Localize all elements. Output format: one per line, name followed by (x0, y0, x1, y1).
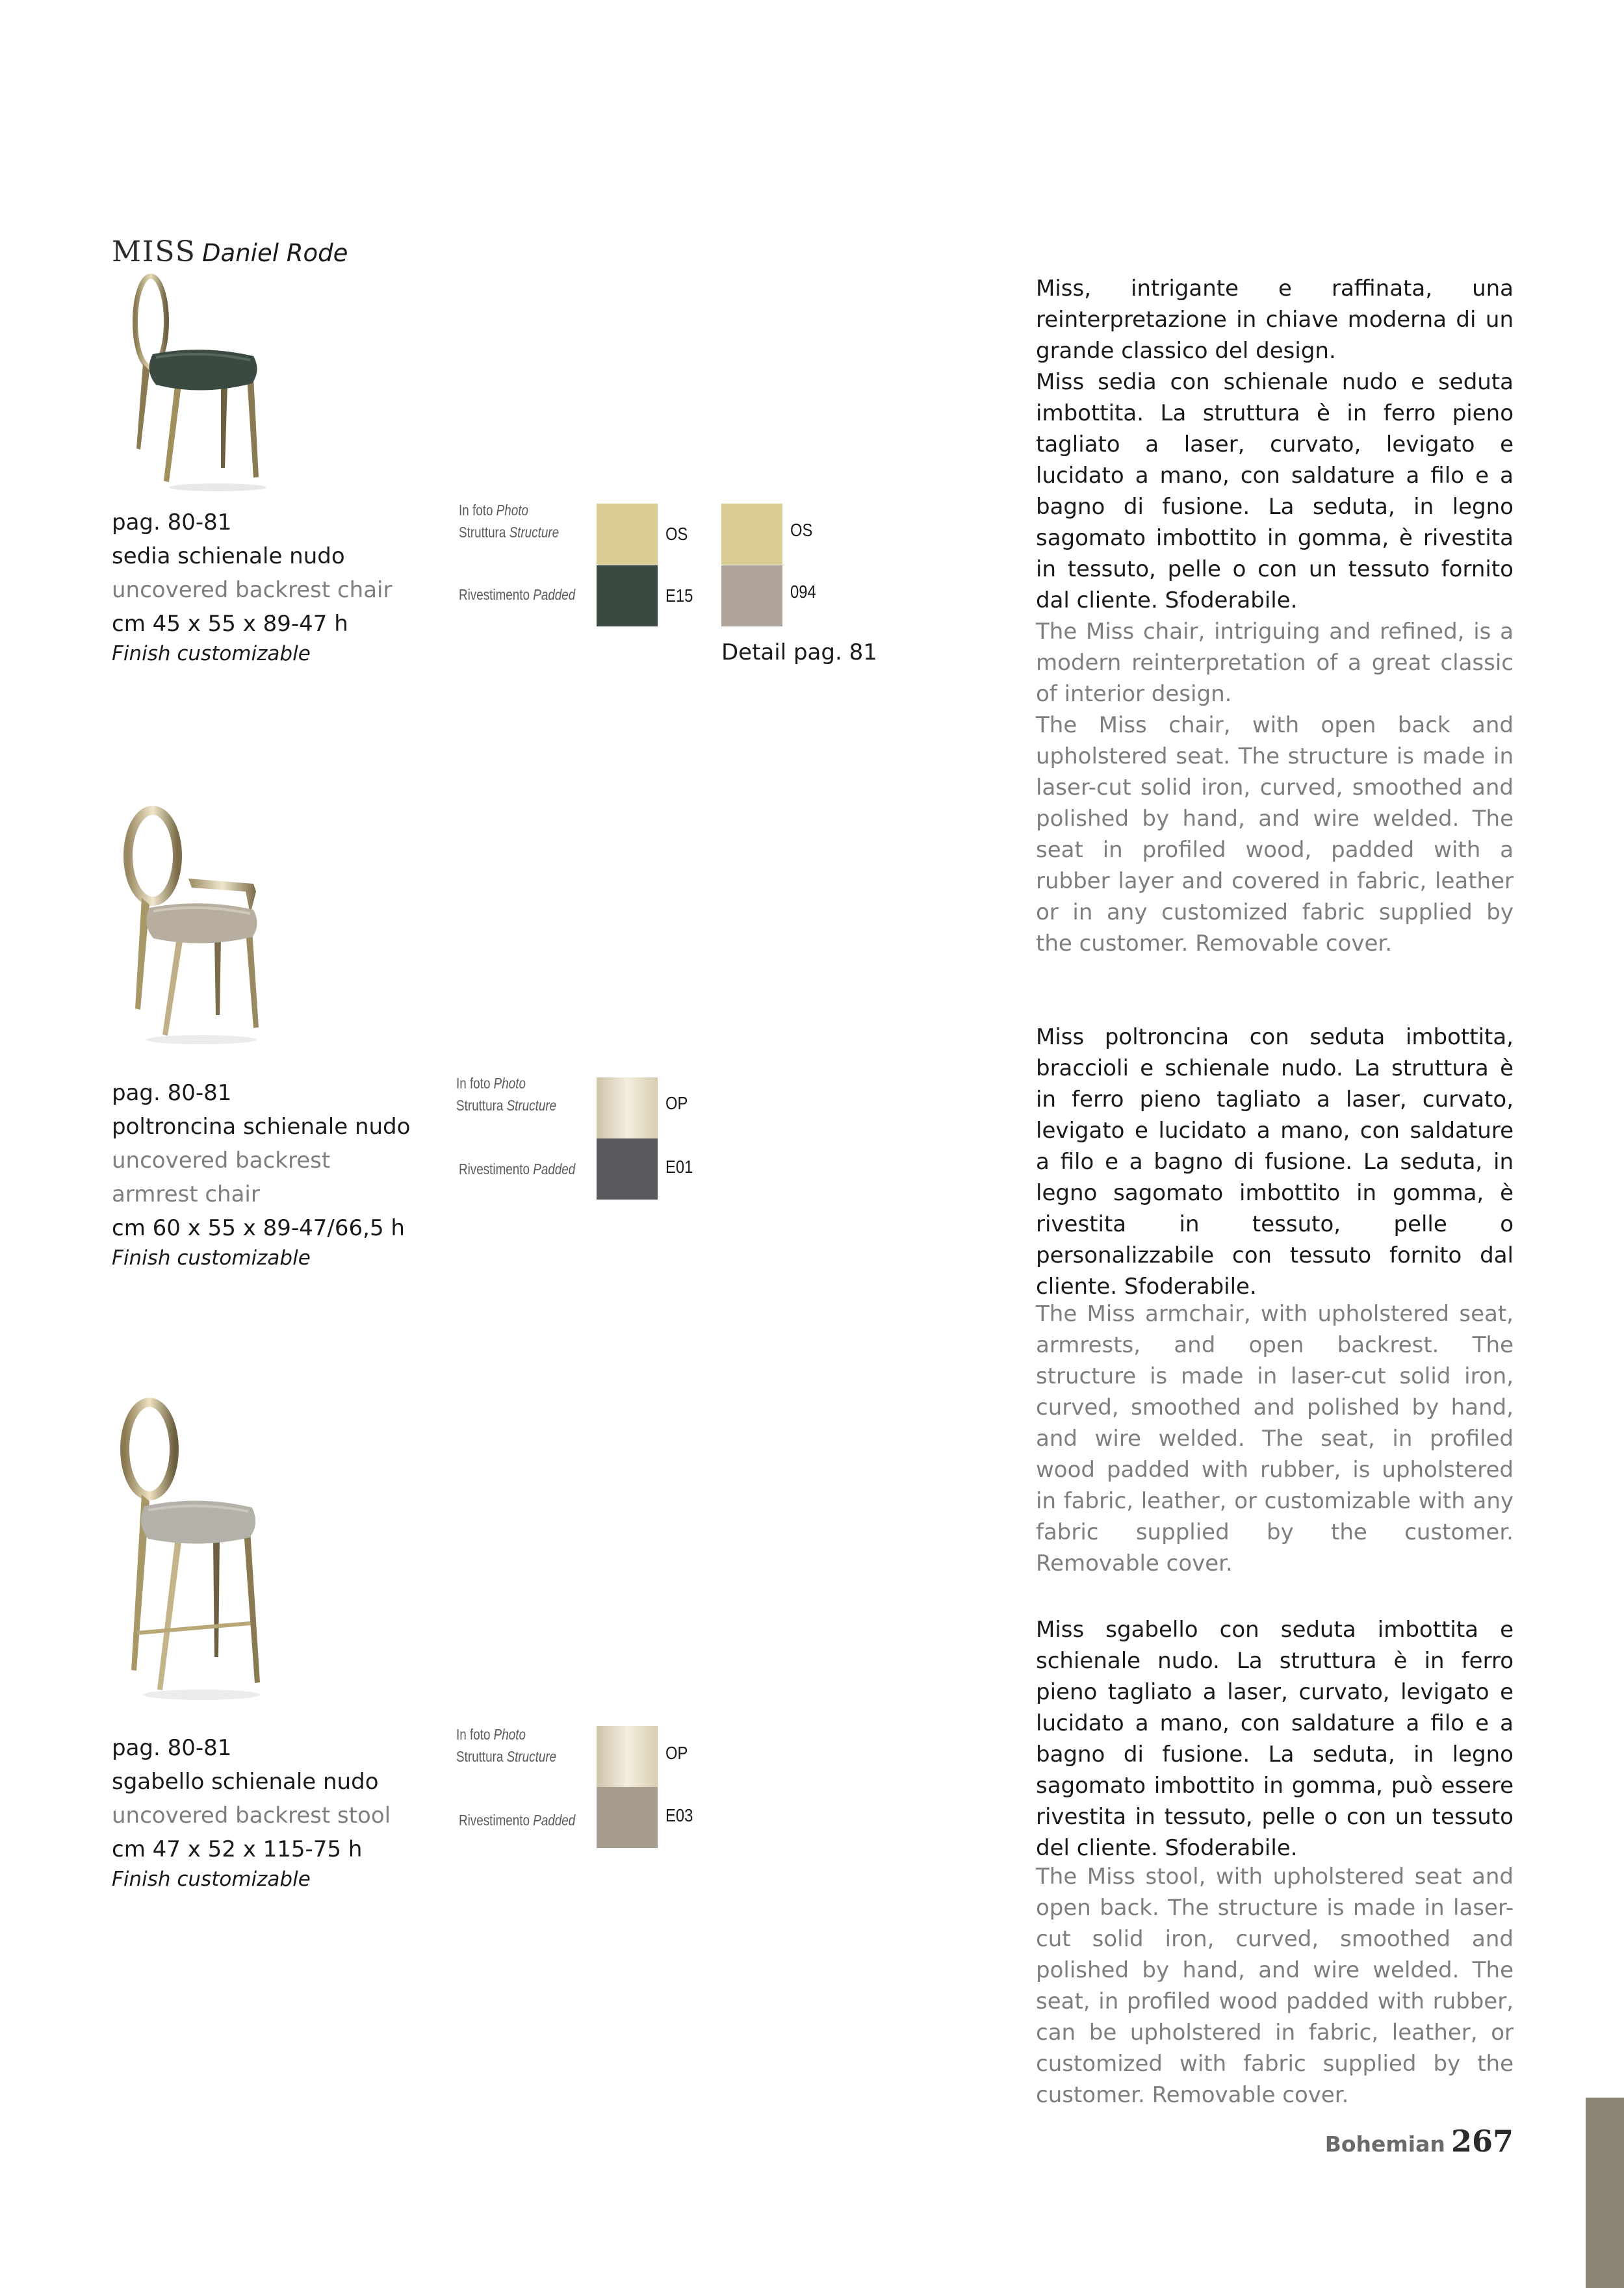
product-name-en: uncovered backrest stool (112, 1803, 391, 1829)
padded-code: E01 (665, 1157, 693, 1177)
description-chair-it: Miss, intrigante e raffinata, una reinterpretazione in chiave moderna di un grande classico del design. Miss sedia con schienale nudo e seduta imbottita. La struttura è in ferro pieno tagliato a laser, curvato, levigato e lucidato a mano, con saldature a filo e a bagno di fusione. La seduta, in legno sagomato imbottito in gomma, è rivestita in tessuto, pelle o con un tessuto fornito dal cliente. Sfoderabile. (1036, 276, 1514, 613)
page-ref: pag. 80-81 (112, 1080, 232, 1106)
structure-swatch (597, 504, 658, 565)
product-name-en: uncovered backrest armrest chair (112, 1148, 331, 1207)
padded-swatch (597, 1787, 658, 1848)
alt-padded-code: 094 (790, 582, 816, 602)
collection-name: Bohemian (1324, 2131, 1445, 2157)
product-dimensions: cm 60 x 55 x 89-47/66,5 h (112, 1215, 405, 1241)
chair-image (123, 273, 273, 494)
product-name-en: uncovered backrest chair (112, 577, 393, 603)
page-ref: pag. 80-81 (112, 1735, 232, 1761)
padded-swatch (597, 1138, 658, 1200)
description-armchair-it: Miss poltroncina con seduta imbottita, braccioli e schienale nudo. La struttura è in ferro pieno tagliato a laser, curvato, levigato e lucidato a mano, con saldature a filo e a bagno di fusione. La seduta, in legno sagomato imbottito in gomma, è rivestita in tessuto, pelle o personalizzabile con tessuto fornito dal cliente. Sfoderabile. (1036, 1024, 1514, 1300)
designer-name: Daniel Rode (202, 239, 348, 267)
padded-code: E03 (665, 1805, 693, 1825)
product-name-it: sedia schienale nudo (112, 543, 345, 569)
structure-code: OP (665, 1743, 688, 1763)
product-info-armchair (112, 1076, 450, 1271)
finish-label-padded: Rivestimento Padded (459, 1161, 576, 1177)
finish-note: Finish customizable (112, 1868, 311, 1891)
structure-swatch (597, 1726, 658, 1787)
description-stool-it: Miss sgabello con seduta imbottita e schienale nudo. La struttura è in ferro pieno tagliato a laser, curvato, levigato e lucidato a mano, con saldature a filo e a bagno di fusione. La seduta, in legno sagomato imbottito in gomma, può essere rivestita in tessuto, pelle o con un tessuto del cliente. Sfoderabile. (1036, 1617, 1514, 1861)
padded-code: E15 (665, 585, 693, 606)
finish-note: Finish customizable (112, 1246, 311, 1270)
structure-code: OS (665, 524, 688, 544)
product-heading (112, 235, 348, 268)
finish-label-structure: In foto Photo Struttura Structure (456, 1726, 557, 1765)
product-dimensions: cm 45 x 55 x 89-47 h (112, 611, 348, 637)
section-tab (1586, 2098, 1624, 2288)
finish-label-structure: In foto Photo Struttura Structure (456, 1075, 557, 1114)
product-info-chair (112, 506, 450, 667)
alt-padded-swatch (721, 565, 782, 626)
structure-swatch (597, 1077, 658, 1138)
finish-label-padded: Rivestimento Padded (459, 1812, 576, 1829)
finish-label-padded: Rivestimento Padded (459, 586, 576, 603)
structure-code: OP (665, 1093, 688, 1113)
armchair-image (117, 801, 273, 1048)
padded-swatch (597, 565, 658, 626)
stool-image (110, 1397, 266, 1703)
description-chair-en: The Miss chair, intriguing and refined, is a modern reinterpretation of a great classic of interior design. The Miss chair, with open back and upholstered seat. The structure is made in laser-cut solid iron, curved, smoothed and polished by hand, and wire welded. The seat in profiled wood, padded with a rubber layer and covered in fabric, leather or in any customized fabric supplied by the customer. Removable cover. (1036, 619, 1514, 957)
page-footer (1325, 2124, 1514, 2159)
product-name-it: poltroncina schienale nudo (112, 1114, 411, 1140)
page-ref: pag. 80-81 (112, 509, 232, 535)
alt-structure-code: OS (790, 520, 813, 540)
product-dimensions: cm 47 x 52 x 115-75 h (112, 1836, 363, 1862)
description-stool-en: The Miss stool, with upholstered seat and open back. The structure is made in laser-cut solid iron, curved, smoothed and polished by hand, and wire welded. The seat, in profiled wood padded with rubber, can be upholstered in fabric, leather, or customized with fabric supplied by the customer. Removable cover. (1036, 1864, 1514, 2108)
product-name-it: sgabello schienale nudo (112, 1769, 379, 1795)
finish-note: Finish customizable (112, 642, 311, 665)
description-armchair-en: The Miss armchair, with upholstered seat, armrests, and open backrest. The structure is made in laser-cut solid iron, curved, smoothed and polished by hand, and wire welded. The seat, in profiled wood padded with rubber, is upholstered in fabric, leather, or customizable with any fabric supplied by the customer. Removable cover. (1036, 1301, 1514, 1576)
detail-page-ref: Detail pag. 81 (721, 639, 877, 665)
product-info-stool (112, 1731, 450, 1892)
alt-structure-swatch (721, 504, 782, 565)
brand-name: MISS (112, 235, 196, 268)
finish-label-structure: In foto Photo Struttura Structure (459, 502, 560, 541)
page-number: 267 (1450, 2124, 1514, 2159)
